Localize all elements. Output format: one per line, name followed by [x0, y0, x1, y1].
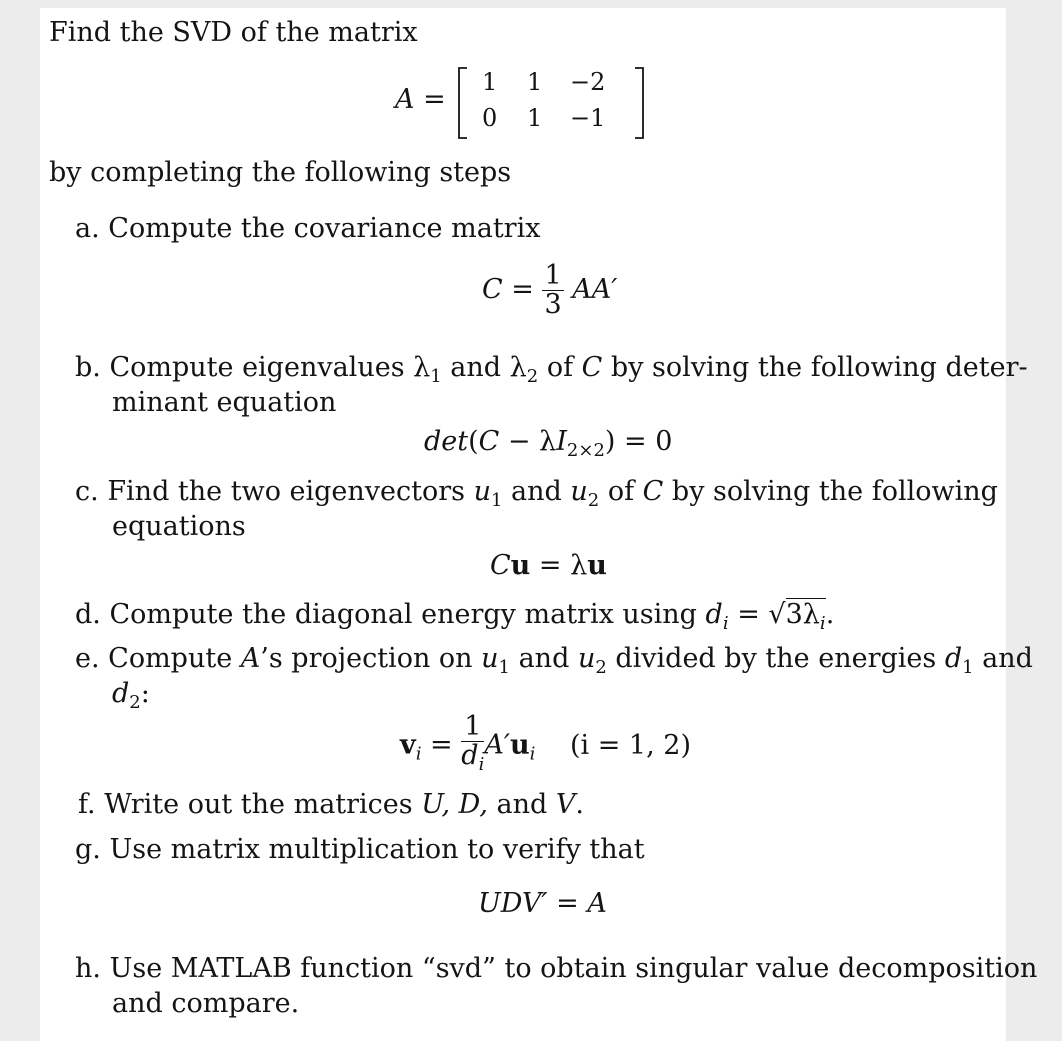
subscript: 1	[962, 657, 974, 678]
matrix-a	[395, 66, 645, 146]
step-text: Write out the matrices	[104, 789, 422, 820]
det-label: det	[424, 426, 469, 457]
step-b-line2: minant equation	[112, 387, 337, 418]
minus-lambda: − λ	[499, 426, 557, 457]
subscript: i	[529, 743, 536, 765]
matrix-label: A =	[395, 84, 446, 115]
subscript: 2	[129, 692, 141, 713]
symbol-c: C	[490, 550, 511, 581]
step-a	[75, 212, 540, 246]
symbol-c: C	[478, 426, 500, 457]
matrix-cell: 0	[482, 104, 498, 132]
step-f	[78, 788, 584, 822]
subscript: 2	[587, 490, 600, 511]
eq-rhs: AA′	[572, 274, 618, 305]
step-e	[75, 642, 1033, 685]
lambda-symbol: λ	[509, 352, 527, 383]
equation-verify	[478, 888, 607, 919]
matrix-cell: 1	[527, 68, 543, 96]
symbol-u: u	[481, 643, 499, 674]
step-text: Compute	[108, 643, 241, 674]
subscript: 2×2	[566, 440, 605, 461]
step-text: divided by the energies	[606, 643, 945, 674]
step-g	[75, 833, 645, 867]
step-text: ’s projection on	[260, 643, 482, 674]
vector-v: v	[400, 729, 416, 761]
step-e-line2	[112, 677, 150, 720]
step-text: and	[487, 789, 556, 820]
eq-sign: =	[421, 729, 462, 761]
matrix-cell: 1	[527, 104, 543, 132]
problem-page	[40, 8, 1038, 1041]
step-marker: h.	[75, 953, 101, 984]
step-text: and	[510, 643, 578, 674]
lead-text: by completing the following steps	[49, 157, 512, 188]
subscript: i	[819, 613, 826, 634]
step-h-line2: and compare.	[112, 988, 300, 1019]
step-text: Use matrix multiplication to verify that	[109, 834, 645, 865]
step-text: by solving the following deter-	[602, 352, 1028, 383]
step-h	[75, 952, 1037, 986]
equation-covariance	[482, 262, 617, 319]
symbol-u: u	[570, 476, 588, 507]
step-text: and	[441, 352, 510, 383]
step-marker: a.	[75, 213, 100, 244]
step-text: Compute the diagonal energy matrix using	[109, 599, 706, 630]
step-text: Use MATLAB function “svd” to obtain singular value decomposition	[109, 953, 1038, 984]
symbol-u: u	[577, 643, 596, 674]
sqrt-arg-text: 3λ	[785, 599, 820, 630]
equation-projection	[400, 713, 691, 779]
symbol-d: d	[944, 643, 963, 674]
step-text: and	[973, 643, 1033, 674]
symbol-d: d	[705, 599, 723, 630]
fraction-den	[461, 742, 484, 779]
step-c-line2: equations	[112, 511, 246, 542]
eq-rhs: ) = 0	[604, 426, 673, 457]
step-marker: e.	[75, 643, 100, 674]
index-condition: (i = 1, 2)	[569, 729, 691, 761]
lambda-symbol: λ	[413, 352, 431, 383]
step-marker: d.	[75, 599, 101, 630]
subscript: 2	[526, 366, 539, 387]
step-text: .	[825, 599, 835, 630]
equation-eigen	[490, 550, 607, 581]
step-text: Compute the covariance matrix	[108, 213, 541, 244]
symbol-c: C	[581, 352, 603, 383]
subscript: 1	[498, 657, 510, 678]
symbol-u: u	[473, 476, 491, 507]
step-marker: c.	[75, 476, 99, 507]
step-marker: b.	[75, 352, 101, 383]
matrix-cell: 1	[482, 68, 498, 96]
step-text: of	[538, 352, 582, 383]
fraction-num: 1	[461, 713, 484, 742]
subscript: i	[478, 754, 485, 775]
fraction-num: 1	[544, 260, 562, 291]
step-text: :	[140, 678, 150, 709]
subscript: i	[722, 613, 729, 634]
fraction	[461, 713, 484, 779]
step-marker: g.	[75, 834, 101, 865]
step-marker: f.	[78, 789, 96, 820]
vector-u: u	[510, 550, 531, 581]
symbol-a: A	[240, 643, 261, 674]
equation-determinant	[424, 426, 672, 461]
vector-u: u	[509, 729, 530, 761]
step-text: =	[728, 599, 769, 630]
symbol-matrices: U, D,	[421, 789, 488, 820]
subscript: i	[415, 743, 422, 765]
eq-lhs: C =	[482, 274, 534, 305]
step-text: Find the two eigenvectors	[107, 476, 474, 507]
eq-lhs: UDV′	[478, 888, 548, 919]
paren: (	[468, 426, 479, 457]
sqrt-arg	[785, 598, 826, 634]
step-text: Compute eigenvalues	[109, 352, 414, 383]
sqrt-symbol: √	[768, 599, 786, 630]
identity-symbol: I	[556, 426, 567, 457]
symbol-a-transpose: A′	[484, 729, 510, 761]
step-text: .	[575, 789, 584, 820]
symbol-d: d	[112, 678, 130, 709]
symbol-d: d	[461, 740, 479, 771]
fraction-den: 3	[544, 289, 562, 320]
symbol-c: C	[642, 476, 664, 507]
step-text: and	[502, 476, 571, 507]
eq-rhs: = A	[547, 888, 607, 919]
step-d	[75, 598, 834, 641]
subscript: 1	[430, 366, 442, 387]
symbol-v: V	[555, 789, 576, 820]
fraction	[542, 262, 563, 319]
matrix-cell: −2	[570, 68, 606, 96]
matrix-cell: −1	[570, 104, 606, 132]
step-text: by solving the following	[663, 476, 998, 507]
vector-u: u	[587, 550, 607, 581]
step-text: of	[599, 476, 643, 507]
intro-text: Find the SVD of the matrix	[49, 17, 418, 48]
subscript: 1	[491, 490, 503, 511]
eq-mid: = λ	[530, 550, 588, 581]
subscript: 2	[595, 657, 607, 678]
